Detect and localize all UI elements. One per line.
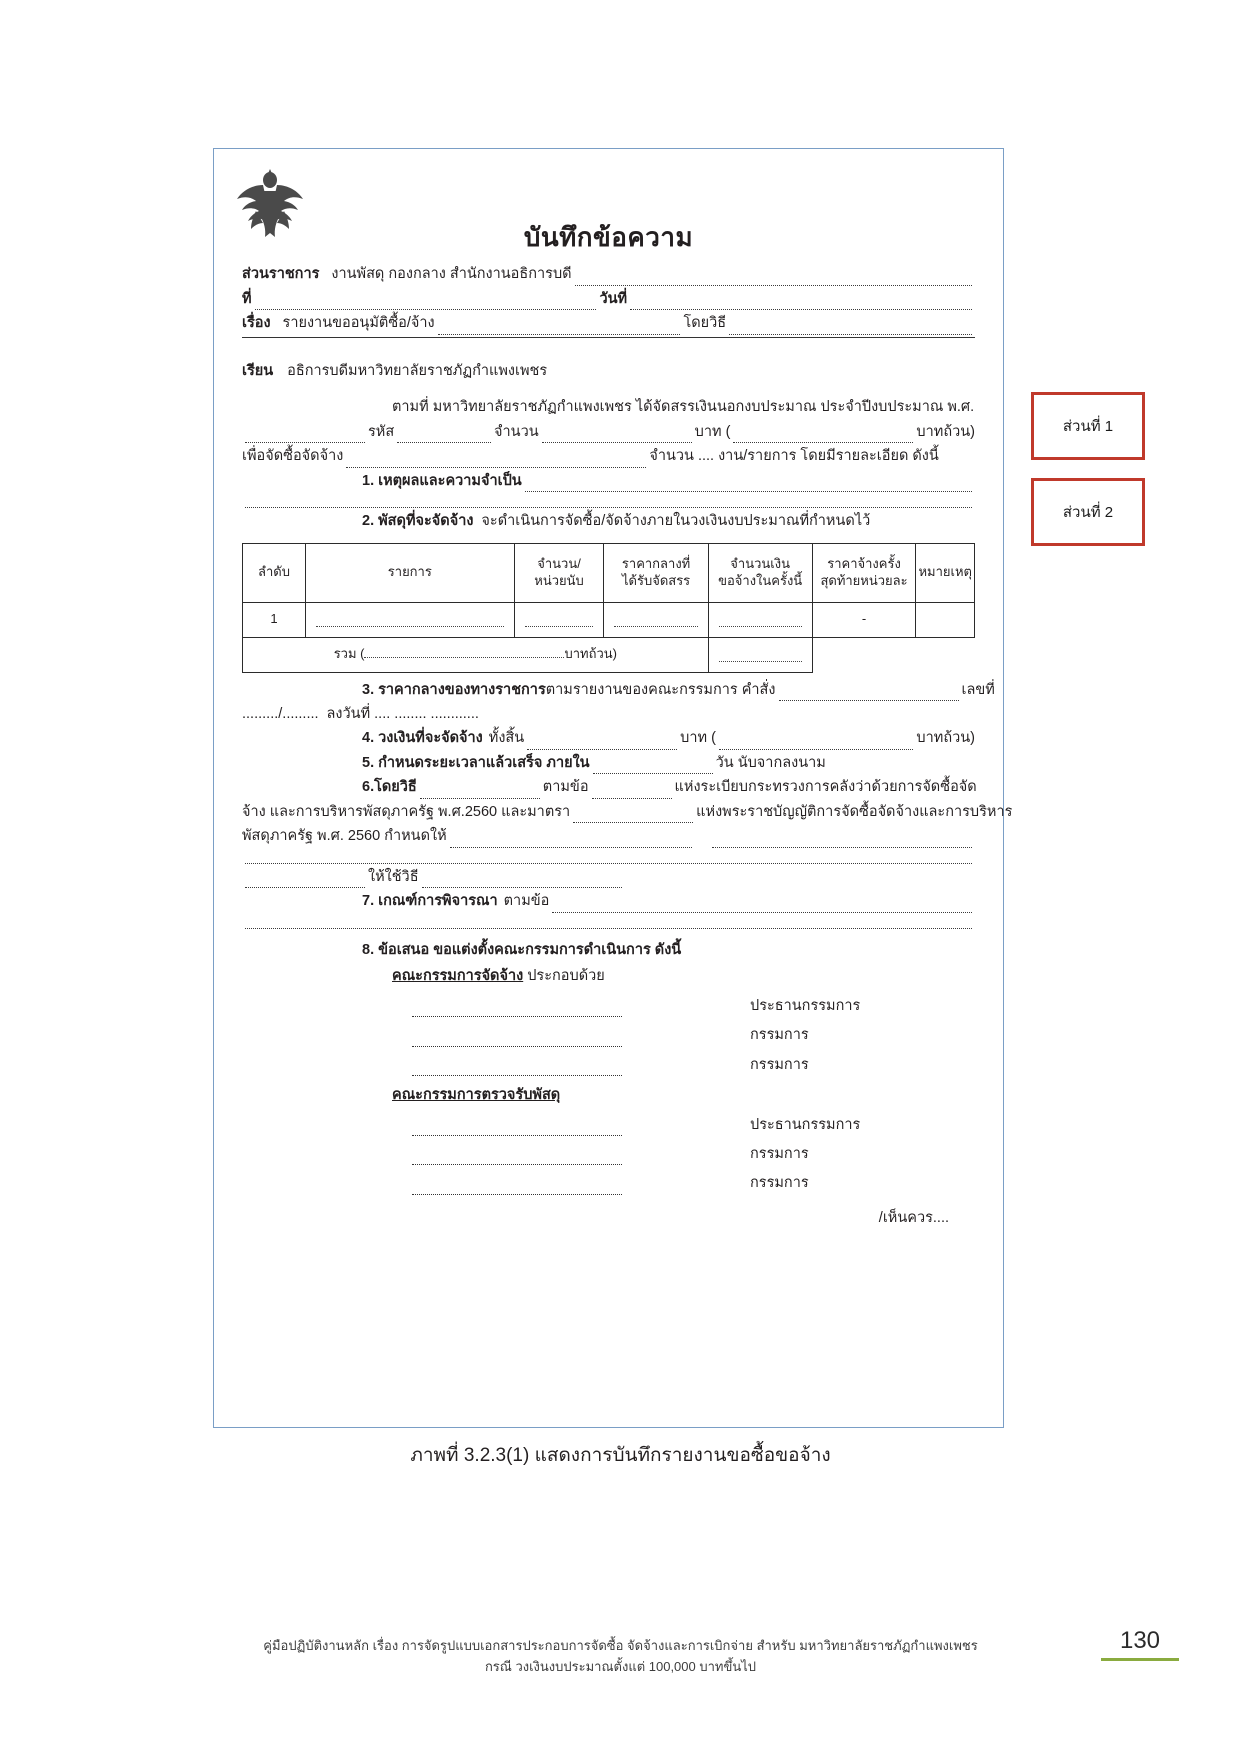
date-dotted-fill <box>630 296 972 310</box>
agency-value: งานพัสดุ กองกลาง สำนักงานอธิการบดี <box>331 266 572 283</box>
total-cell <box>243 637 709 672</box>
cell-amount <box>708 602 812 637</box>
baht-label: บาท ( <box>694 423 731 440</box>
items-table <box>242 543 975 673</box>
item-6-row3 <box>242 825 975 847</box>
item-8-label: 8. ข้อเสนอ ขอแต่งตั้งคณะกรรมการดำเนินการ ดังนี้ <box>362 941 682 958</box>
para-allocation-line2 <box>242 421 975 443</box>
agency-dotted-fill <box>575 272 972 286</box>
committee-1-line-3 <box>412 1062 622 1076</box>
committee-1-role-1: ประธานกรรมการ <box>750 997 861 1014</box>
callout-section-1 <box>1031 392 1145 460</box>
item-6-row4 <box>242 850 975 864</box>
item-6-dotted-7 <box>245 874 365 888</box>
field-subject <box>242 312 975 334</box>
fiscal-year-dotted <box>245 429 365 443</box>
header-rule <box>242 337 975 338</box>
committee-2-role-2: กรรมการ <box>750 1146 809 1163</box>
cell-mid-price <box>604 602 708 637</box>
item-2-label: 2. พัสดุที่จะจัดจ้าง <box>362 513 474 530</box>
purpose-dotted <box>346 454 646 468</box>
callout-section-2 <box>1031 478 1145 546</box>
item-1-row-cont <box>242 494 975 508</box>
committee-1-heading <box>242 965 975 987</box>
cell-last-price: - <box>812 602 916 637</box>
committee-2-head-text: คณะกรรมการตรวจรับพัสดุ <box>392 1087 561 1104</box>
committee-2-role-1: ประธานกรรมการ <box>750 1116 861 1133</box>
para-allocation-line1: ตามที่ มหาวิทยาลัยราชภัฏกำแพงเพชร ได้จัดสรรเงินนอกงบประมาณ ประจำปีงบประมาณ พ.ศ. <box>392 399 975 416</box>
subject-value: รายงานขออนุมัติซื้อ/จ้าง <box>282 315 435 332</box>
total-label: รวม ( <box>333 646 365 662</box>
para-purpose-line <box>242 445 975 467</box>
committee-1-line-1 <box>412 1003 622 1017</box>
item-6-dotted-2 <box>592 785 672 799</box>
agency-label: ส่วนราชการ <box>242 266 320 283</box>
total-blank-2 <box>916 637 975 672</box>
item-2-row <box>242 510 975 532</box>
item-3-row <box>242 679 995 701</box>
total-amount-dotted <box>719 649 802 662</box>
th-remark: หมายเหตุ <box>916 543 975 602</box>
item-7-b: ตามข้อ <box>503 893 550 910</box>
to-label: เรียน <box>242 362 274 379</box>
committee-1-line-2 <box>412 1033 622 1047</box>
footer-line-1: คู่มือปฏิบัติงานหลัก เรื่อง การจัดรูปแบบเอกสารประกอบการจัดซื้อ จัดจ้างและการเบิกจ่าย สำหรับ มหาวิทยาลัยราชภัฏกำแพงเพชร <box>263 1638 978 1653</box>
field-ref-date <box>242 288 975 310</box>
item-2-tail: จะดำเนินการจัดซื้อ/จัดจ้างภายในวงเงินงบประมาณที่กำหนดไว้ <box>481 513 871 530</box>
item-4-b: ทั้งสิ้น <box>488 730 525 747</box>
item-7-label: 7. เกณฑ์การพิจารณา <box>362 893 498 910</box>
page-number-block <box>1101 1628 1179 1661</box>
item-1-dotted-cont <box>245 494 972 508</box>
baht-text-dotted <box>733 429 913 443</box>
item-6-line3: พัสดุภาครัฐ พ.ศ. 2560 กำหนดให้ <box>242 828 447 845</box>
item-3-tail2: เลขที่ <box>961 681 995 698</box>
item-6-dotted-3 <box>573 809 693 823</box>
item-4-dotted-2 <box>719 736 913 750</box>
code-dotted <box>397 429 491 443</box>
footer-line-2: กรณี วงเงินงบประมาณตั้งแต่ 100,000 บาทขึ้นไป <box>484 1658 757 1674</box>
item-3-line2a: ........./......... <box>242 705 319 722</box>
page-number-rule <box>1101 1658 1179 1661</box>
purpose-prefix: เพื่อจัดซื้อจัดจ้าง <box>242 448 344 465</box>
th-no: ลำดับ <box>243 543 306 602</box>
total-amount-cell <box>708 637 812 672</box>
item-5-label: 5. กำหนดระยะเวลาแล้วเสร็จ ภายใน <box>362 754 590 771</box>
figure-caption: ภาพที่ 3.2.3(1) แสดงการบันทึกรายงานขอซื้อขอจ้าง <box>410 1445 831 1466</box>
committee-2-row-3 <box>242 1172 975 1194</box>
ref-label: ที่ <box>242 290 252 307</box>
memo-title: บันทึกข้อความ <box>523 222 694 252</box>
committee-2-role-3: กรรมการ <box>750 1175 809 1192</box>
memo-document-frame <box>213 148 1013 1428</box>
item-6-line5: ให้ใช้วิธี <box>368 868 419 885</box>
date-label: วันที่ <box>599 290 628 307</box>
item-6-dotted-1 <box>420 785 540 799</box>
item-1-dotted <box>525 478 972 492</box>
committee-1-row-1 <box>242 995 975 1017</box>
continuation-note: /เห็นควร.... <box>878 1209 949 1226</box>
purpose-tail: จำนวน .... งาน/รายการ โดยมีรายละเอียด ดังนี้ <box>649 448 939 465</box>
table-header-row <box>243 543 975 602</box>
ref-dotted-fill <box>255 296 597 310</box>
item-8-row <box>242 939 975 961</box>
committee-1-role-3: กรรมการ <box>750 1056 809 1073</box>
committee-1-row-3 <box>242 1054 975 1076</box>
item-6-dotted-6 <box>245 850 972 864</box>
committee-2-row-2 <box>242 1143 975 1165</box>
th-amount: จำนวนเงิน ขอจ้างในครั้งนี้ <box>708 543 812 602</box>
amount-label: จำนวน <box>494 423 539 440</box>
item-6-dotted-5 <box>712 834 972 848</box>
subject-label: เรื่อง <box>242 315 271 332</box>
cell-no: 1 <box>243 602 306 637</box>
garuda-emblem <box>234 165 306 239</box>
item-5-row <box>242 752 975 774</box>
item-4-dotted-1 <box>527 736 677 750</box>
cell-mid-price-dotted <box>614 614 697 627</box>
item-4-c: บาท ( <box>680 730 716 747</box>
field-agency <box>242 263 975 285</box>
item-6-dotted-4 <box>450 834 692 848</box>
item-6-line2b: แห่งพระราชบัญญัติการจัดซื้อจัดจ้างและการบริหาร <box>696 803 1013 820</box>
page-number: 130 <box>1119 1627 1161 1654</box>
th-item: รายการ <box>305 543 514 602</box>
item-3-row2 <box>242 703 975 725</box>
item-1-label: 1. เหตุผลและความจำเป็น <box>362 472 522 489</box>
code-label: รหัส <box>368 423 395 440</box>
th-last-price: ราคาจ้างครั้ง สุดท้ายหน่วยละ <box>812 543 916 602</box>
committee-1-head-tail: ประกอบด้วย <box>523 968 605 985</box>
item-6-d: แห่งระเบียบกระทรวงการคลังว่าด้วยการจัดซื้อจัด <box>674 779 977 796</box>
committee-2-line-2 <box>412 1151 622 1165</box>
item-6-dotted-8 <box>422 874 622 888</box>
item-7-row <box>242 890 975 912</box>
cell-qty-dotted <box>525 614 594 627</box>
baht-full-label: บาทถ้วน) <box>916 423 975 440</box>
committee-2-row-1 <box>242 1114 975 1136</box>
item-7-dotted-2 <box>245 915 972 929</box>
item-1-row <box>242 470 975 492</box>
method-label: โดยวิธี <box>683 315 727 332</box>
committee-1-role-2: กรรมการ <box>750 1027 809 1044</box>
item-6-b: โดยวิธี <box>374 779 417 796</box>
item-6-row <box>242 776 975 798</box>
th-mid-price: ราคากลางที่ ได้รับจัดสรร <box>604 543 708 602</box>
item-7-dotted <box>552 899 972 913</box>
committee-2-line-3 <box>412 1181 622 1195</box>
item-3-label: 3. ราคากลางของทางราชการ <box>362 681 546 698</box>
memo-content <box>214 149 1013 1427</box>
item-4-label: 4. วงเงินที่จะจัดจ้าง <box>362 730 483 747</box>
total-suffix: บาทถ้วน) <box>564 646 617 662</box>
item-6-row2 <box>242 801 1013 823</box>
item-6-row5 <box>242 866 975 888</box>
item-4-d: บาทถ้วน) <box>916 730 975 747</box>
cell-item-dotted <box>316 614 504 627</box>
to-value: อธิการบดีมหาวิทยาลัยราชภัฏกำแพงเพชร <box>287 362 548 379</box>
item-7-row2 <box>242 915 975 929</box>
subject-dotted-fill <box>438 321 681 335</box>
item-5-b: วัน นับจากลงนาม <box>715 754 826 771</box>
method-dotted-fill <box>729 321 972 335</box>
cell-qty <box>514 602 604 637</box>
committee-2-heading <box>242 1084 975 1106</box>
callout-section-2-label: ส่วนที่ 2 <box>1062 504 1114 521</box>
committee-1-row-2 <box>242 1024 975 1046</box>
item-6-label: 6. <box>362 779 375 796</box>
callout-section-1-label: ส่วนที่ 1 <box>1062 418 1114 435</box>
committee-2-signatures <box>242 1114 975 1195</box>
table-total-row <box>243 637 975 672</box>
amount-dotted <box>542 429 692 443</box>
committee-2-line-1 <box>412 1122 622 1136</box>
committee-1-head-text: คณะกรรมการจัดจ้าง <box>392 968 524 985</box>
field-to <box>242 360 975 382</box>
item-3-tail: ตามรายงานของคณะกรรมการ คำสั่ง <box>545 681 776 698</box>
total-blank-1 <box>812 637 916 672</box>
committee-1-signatures <box>242 995 975 1076</box>
cell-item <box>305 602 514 637</box>
th-qty: จำนวน/ หน่วยนับ <box>514 543 604 602</box>
item-4-row <box>242 727 975 749</box>
item-3-dotted <box>779 687 959 701</box>
table-row <box>243 602 975 637</box>
page-footer <box>0 1636 1241 1678</box>
item-6-c: ตามข้อ <box>542 779 589 796</box>
item-3-line2b: ลงวันที่ .... ........ ............ <box>326 705 479 722</box>
item-5-dotted <box>593 760 713 774</box>
item-6-line2a: จ้าง และการบริหารพัสดุภาครัฐ พ.ศ.2560 และมาตรา <box>242 803 571 820</box>
cell-remark <box>916 602 975 637</box>
cell-amount-dotted <box>719 614 802 627</box>
